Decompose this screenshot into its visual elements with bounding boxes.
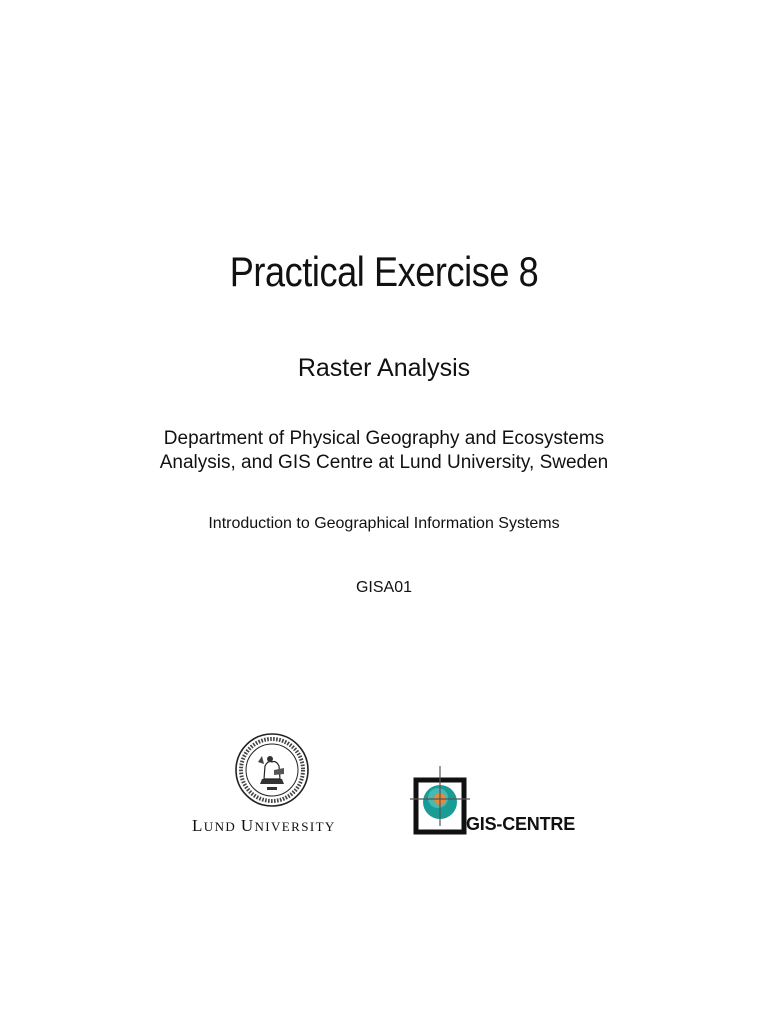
document-title: Practical Exercise 8 bbox=[229, 248, 539, 295]
lund-university-seal-icon bbox=[234, 732, 310, 808]
lund-university-wordmark: LUND UNIVERSITY bbox=[192, 816, 336, 835]
document-subtitle: Raster Analysis bbox=[297, 354, 471, 382]
department-text bbox=[0, 427, 768, 475]
gis-centre-wordmark: GIS-CENTRE bbox=[466, 814, 576, 834]
course-name: Introduction to Geographical Information Systems bbox=[208, 515, 560, 532]
gis-centre-logo-icon bbox=[410, 766, 472, 838]
course-code: GISA01 bbox=[355, 579, 413, 596]
department-line-2: Analysis, and GIS Centre at Lund University, Sweden bbox=[159, 452, 609, 473]
department-line-1: Department of Physical Geography and Ecosystems bbox=[163, 428, 605, 449]
